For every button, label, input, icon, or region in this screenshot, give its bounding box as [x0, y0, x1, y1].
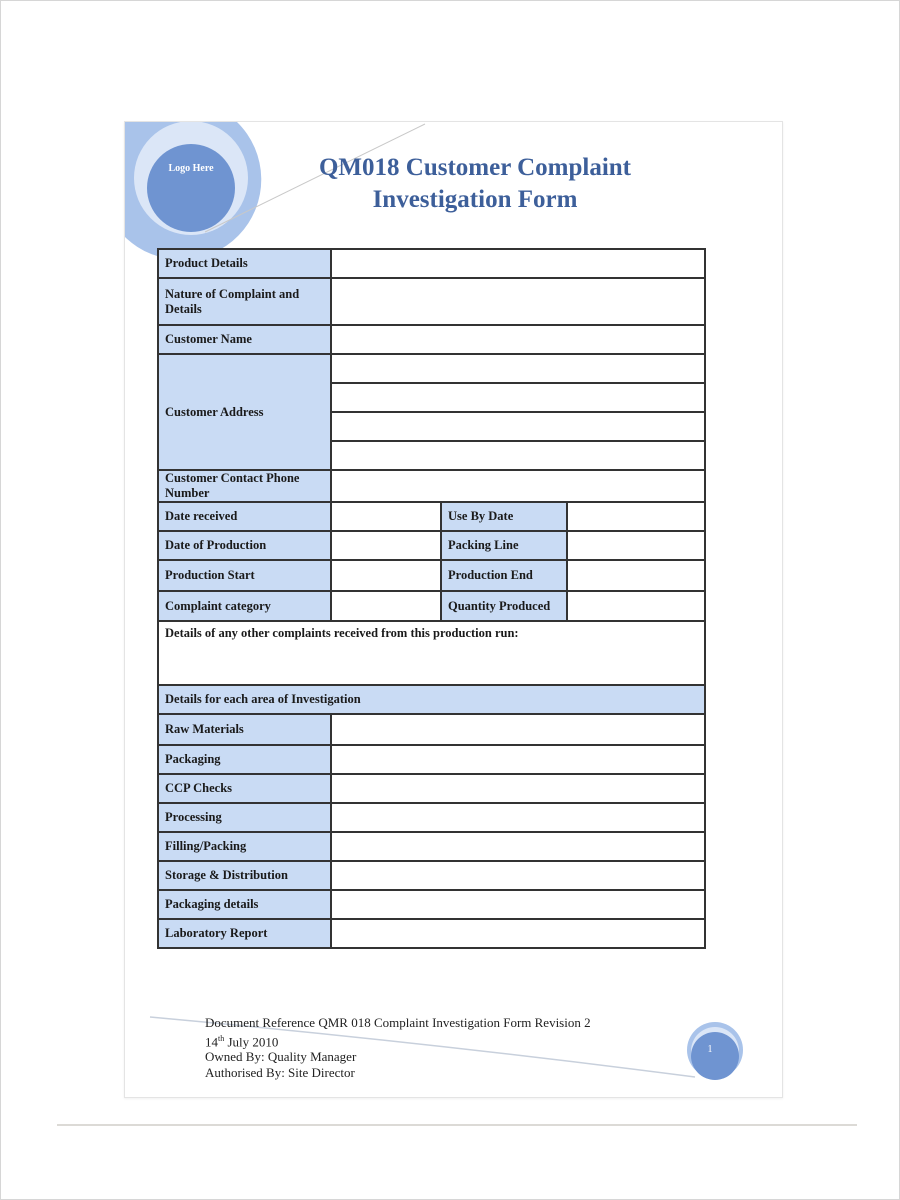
label-packing-line: Packing Line: [441, 531, 567, 560]
customer-address-line-4-field[interactable]: [331, 441, 705, 470]
label-packaging: Packaging: [158, 745, 331, 774]
label-filling-packing: Filling/Packing: [158, 832, 331, 861]
table-row: [158, 861, 705, 890]
document-footer: [205, 1015, 591, 1080]
raw-materials-field[interactable]: [331, 714, 705, 745]
table-row: [158, 890, 705, 919]
label-packaging-details: Packaging details: [158, 890, 331, 919]
customer-address-line-1-field[interactable]: [331, 354, 705, 383]
label-complaint-category: Complaint category: [158, 591, 331, 621]
label-nature-of-complaint: Nature of Complaint and Details: [158, 278, 331, 325]
label-quantity-produced: Quantity Produced: [441, 591, 567, 621]
title-line-2: Investigation Form: [372, 186, 578, 213]
table-row: [158, 621, 705, 685]
table-row: [158, 774, 705, 803]
owned-by: Owned By: Quality Manager: [205, 1049, 357, 1065]
table-row: [158, 803, 705, 832]
processing-field[interactable]: [331, 803, 705, 832]
label-processing: Processing: [158, 803, 331, 832]
storage-distribution-field[interactable]: [331, 861, 705, 890]
product-details-field[interactable]: [331, 249, 705, 278]
nature-of-complaint-field[interactable]: [331, 278, 705, 325]
label-date-received: Date received: [158, 502, 331, 531]
page-title: [275, 152, 675, 216]
page-number: 1: [707, 1044, 713, 1055]
page-number-badge-icon: [685, 1022, 745, 1084]
date-of-production-field[interactable]: [331, 531, 441, 560]
use-by-date-field[interactable]: [567, 502, 705, 531]
label-production-start: Production Start: [158, 560, 331, 591]
label-other-complaints: Details of any other complaints received from this production run:: [165, 626, 519, 640]
production-start-field[interactable]: [331, 560, 441, 591]
divider: [57, 1124, 857, 1126]
label-ccp-checks: CCP Checks: [158, 774, 331, 803]
quantity-produced-field[interactable]: [567, 591, 705, 621]
packaging-field[interactable]: [331, 745, 705, 774]
table-row: [158, 278, 705, 325]
table-row: [158, 354, 705, 383]
table-row: [158, 249, 705, 278]
table-row: [158, 502, 705, 531]
document-reference: Document Reference QMR 018 Complaint Investigation Form Revision 2: [205, 1015, 591, 1030]
label-customer-phone: Customer Contact Phone Number: [158, 470, 331, 502]
customer-address-line-3-field[interactable]: [331, 412, 705, 441]
label-product-details: Product Details: [158, 249, 331, 278]
complaint-category-field[interactable]: [331, 591, 441, 621]
label-date-of-production: Date of Production: [158, 531, 331, 560]
label-production-end: Production End: [441, 560, 567, 591]
table-row: [158, 591, 705, 621]
table-row: [158, 745, 705, 774]
label-customer-address: Customer Address: [158, 354, 331, 470]
filling-packing-field[interactable]: [331, 832, 705, 861]
ccp-checks-field[interactable]: [331, 774, 705, 803]
label-raw-materials: Raw Materials: [158, 714, 331, 745]
customer-name-field[interactable]: [331, 325, 705, 354]
packing-line-field[interactable]: [567, 531, 705, 560]
table-row: [158, 919, 705, 948]
table-row: [158, 531, 705, 560]
packaging-details-field[interactable]: [331, 890, 705, 919]
document-date: 14th July 2010: [205, 1033, 279, 1049]
document-page: [124, 121, 783, 1098]
date-received-field[interactable]: [331, 502, 441, 531]
production-end-field[interactable]: [567, 560, 705, 591]
label-laboratory-report: Laboratory Report: [158, 919, 331, 948]
investigation-section-header: Details for each area of Investigation: [158, 685, 705, 714]
customer-address-line-2-field[interactable]: [331, 383, 705, 412]
logo-placeholder: Logo Here: [168, 163, 214, 174]
customer-phone-field[interactable]: [331, 470, 705, 502]
table-row: [158, 714, 705, 745]
label-storage-distribution: Storage & Distribution: [158, 861, 331, 890]
complaint-form-table: [157, 248, 706, 949]
table-row: [158, 685, 705, 714]
laboratory-report-field[interactable]: [331, 919, 705, 948]
table-row: [158, 470, 705, 502]
label-customer-name: Customer Name: [158, 325, 331, 354]
title-line-1: QM018 Customer Complaint: [318, 154, 632, 181]
table-row: [158, 325, 705, 354]
other-complaints-field[interactable]: [158, 621, 705, 685]
table-row: [158, 560, 705, 591]
table-row: [158, 832, 705, 861]
label-use-by-date: Use By Date: [441, 502, 567, 531]
authorised-by: Authorised By: Site Director: [205, 1064, 355, 1080]
logo-circle-icon: [147, 144, 235, 232]
